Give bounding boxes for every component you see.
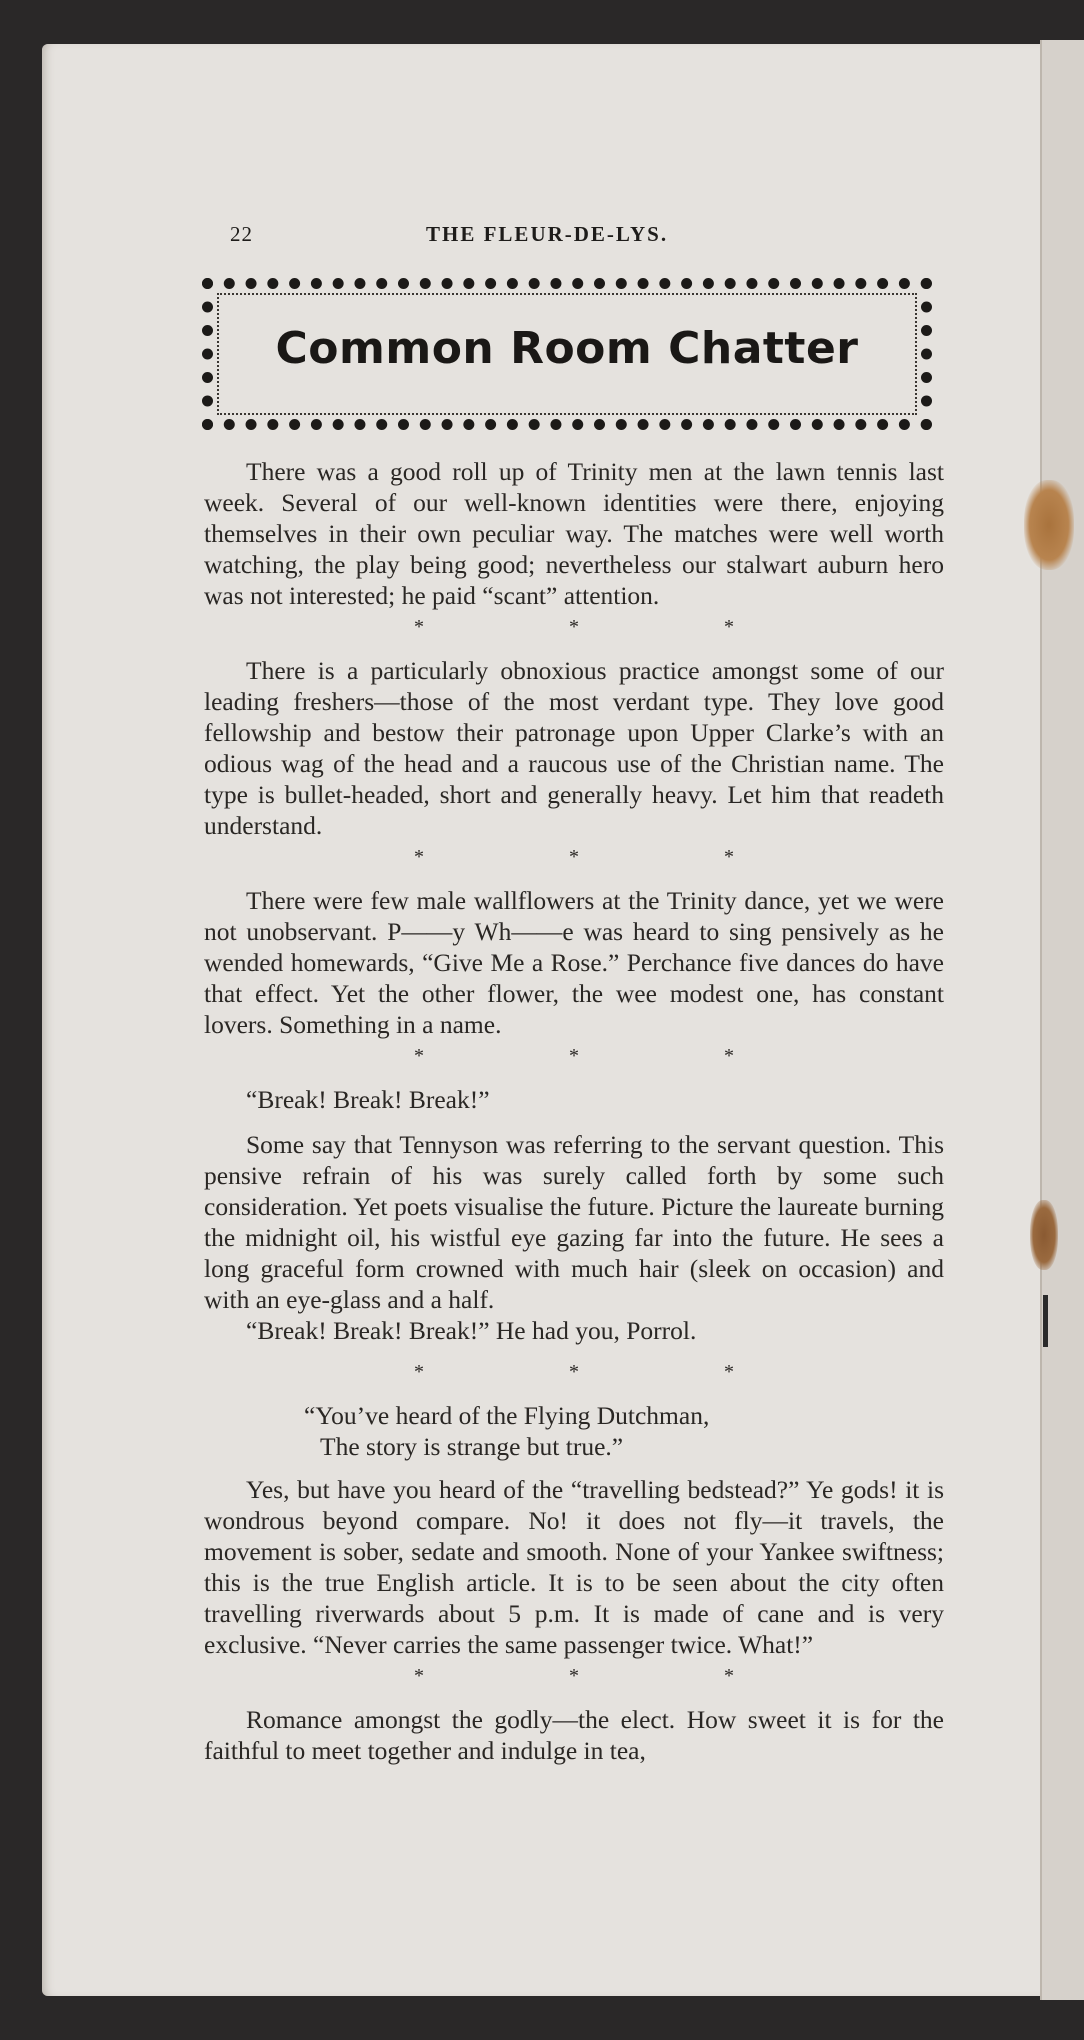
stain-mark bbox=[1030, 1200, 1058, 1270]
facing-page-edge bbox=[1040, 40, 1084, 2000]
paragraph: “Break! Break! Break!” He had you, Porrol. bbox=[246, 1316, 697, 1345]
verse bbox=[204, 1400, 944, 1462]
article-body bbox=[204, 456, 944, 1766]
separator: * * * bbox=[414, 616, 804, 638]
quote-heading: “Break! Break! Break!” bbox=[246, 1085, 490, 1114]
separator: * * * bbox=[414, 1045, 804, 1067]
paragraph: There were few male wallflowers at the Trinity dance, yet we were not unobservant. P——y Wh——e was heard to sing pensively as he wended homewards, “Give Me a Rose.” Perchance five dances do have that effect. Yet the other flower, the wee modest one, has constant lovers. Something in a name. bbox=[204, 886, 944, 1039]
paragraph: There was a good roll up of Trinity men at the lawn tennis last week. Several of our well-known identities were there, enjoying themselves in their own peculiar way. The matches were well worth watching, the play being good; nevertheless our stalwart auburn hero was not interested; he paid “scant” attention. bbox=[204, 457, 944, 610]
stain-mark bbox=[1024, 480, 1074, 570]
article-title: Common Room Chatter bbox=[275, 323, 859, 374]
title-frame bbox=[202, 278, 932, 430]
separator: * * * bbox=[414, 1665, 804, 1687]
separator: * * * bbox=[414, 1361, 804, 1383]
paragraph: Yes, but have you heard of the “travelling bedstead?” Ye gods! it is wondrous beyond compare. No! it does not fly—it travels, the movement is sober, sedate and smooth. None of your Yankee swiftness; this is the true English article. It is to be seen about the city often travelling riverwards about 5 p.m. It is made of cane and is very exclusive. “Never carries the same passenger twice. What!” bbox=[204, 1475, 944, 1659]
paragraph: Some say that Tennyson was referring to the servant question. This pensive refrain of his was surely called forth by some such consideration. Yet poets visualise the future. Picture the laureate burning the midnight oil, his wistful eye gazing far into the future. He sees a long graceful form crowned with much hair (sleek on occasion) and with an eye-glass and a half. bbox=[204, 1130, 944, 1314]
page-number: 22 bbox=[230, 222, 253, 246]
running-header bbox=[200, 222, 940, 252]
separator: * * * bbox=[414, 846, 804, 868]
paragraph: There is a particularly obnoxious practice amongst some of our leading freshers—those of the most verdant type. They love good fellowship and bestow their patronage upon Upper Clarke’s with an odious wag of the head and a raucous use of the Christian name. The type is bullet-headed, short and generally heavy. Let him that readeth understand. bbox=[204, 656, 944, 840]
verse-line: The story is strange but true.” bbox=[320, 1432, 624, 1461]
journal-title: THE FLEUR-DE-LYS. bbox=[426, 222, 669, 246]
verse-line: “You’ve heard of the Flying Dutchman, bbox=[304, 1401, 710, 1430]
ink-mark bbox=[1043, 1295, 1048, 1347]
paragraph: Romance amongst the godly—the elect. How sweet it is for the faithful to meet together and indulge in tea, bbox=[204, 1705, 944, 1765]
